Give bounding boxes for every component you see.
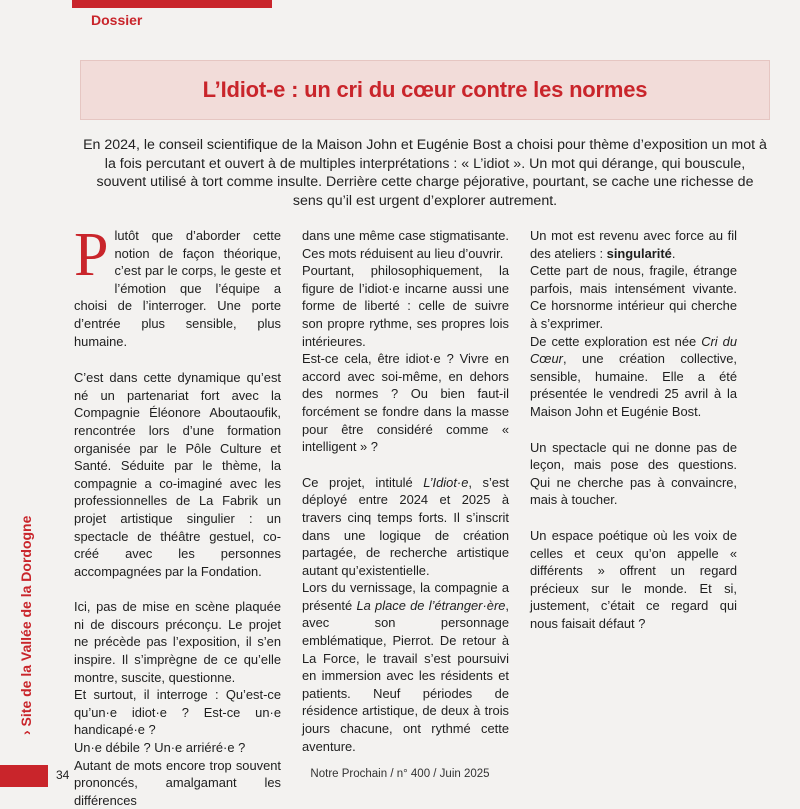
col2-p5-text-a: Lors du vernissage, la compagnie a présenté — [302, 580, 509, 613]
intro-paragraph: En 2024, le conseil scientifique de la Maison John et Eugénie Bost a choisi pour thème d’exposition un mot à la fois percutant et ouvert à de multiples interprétations : « L’idiot ». Un mot qui dérange, qui bouscule, souvent utilisé à tort comme insulte. Derrière cette charge péjorative, pourtant, se cache une richesse de sens qu’il est urgent d’explorer autrement. — [83, 137, 767, 209]
col1-paragraph-6: Autant de mots encore trop souvent prononcés, amalgamant les différences — [74, 757, 281, 808]
column-2 — [302, 227, 509, 755]
article-title: L’Idiot-e : un cri du cœur contre les normes — [202, 77, 648, 102]
col1-paragraph-2: C’est dans cette dynamique qu’est né un partenariat fort avec la Compagnie Éléonore Aboutaoufik, rencontrée lors d’une formation organisée par le Pôle Culture et Santé. Séduite par le thème, la compagnie a co-imaginé avec les professionnelles de La Fabrik un projet artistique singulier : un spectacle de théâtre gestuel, co-créé avec les personnes accompagnées par la Fondation. — [74, 370, 281, 579]
col2-paragraph-2: Pourtant, philosophiquement, la figure de l’idiot·e incarne aussi une forme de liberté : celle de suivre son propre rythme, ses propres lois intérieures. — [302, 263, 509, 349]
col1-paragraph-1-text: lutôt que d’aborder cette notion de façon théorique, c’est par le corps, le geste et l’émotion que l’équipe a choisi de l’interroger. Une porte d’entrée plus sensible, plus humaine. — [74, 228, 281, 349]
col3-p3-text-a: De cette exploration est née — [530, 333, 702, 349]
section-label: Dossier — [91, 12, 143, 28]
col1-paragraph-4: Et surtout, il interroge : Qu’est-ce qu’un·e idiot·e ? Est-ce un·e handicapé·e ? — [74, 687, 281, 738]
col2-p4-text-b: , s’est déployé entre 2024 et 2025 à travers cinq temps forts. Il s’inscrit dans une logique de création partagée, de recherche artistique autant qu’existentielle. — [302, 474, 510, 578]
col3-p1-text-b: . — [671, 245, 676, 261]
footer-publication: Notre Prochain / n° 400 / Juin 2025 — [310, 768, 490, 780]
col2-paragraph-1: dans une même case stigmatisante. Ces mots réduisent au lieu d’ouvrir. — [302, 228, 509, 261]
col3-p3-text-b: , une création collective, sensible, humaine. Elle a été présentée le vendredi 25 avril à la Maison John et Eugénie Bost. — [530, 351, 737, 419]
col3-paragraph-2: Cette part de nous, fragile, étrange parfois, mais intensément vivante. Ce horsnorme intérieur qui cherche à s’exprimer. — [530, 263, 737, 331]
col2-paragraph-3: Est-ce cela, être idiot·e ? Vivre en accord avec soi-même, en dehors des normes ? Ou bien faut-il forcément se fondre dans la masse pour être considéré comme « intelligent » ? — [302, 351, 509, 455]
col1-paragraph-1 — [74, 221, 281, 350]
col1-paragraph-3: Ici, pas de mise en scène plaquée ni de discours préconçu. Le projet ne précède pas l’exposition, il s’en inspire. Il s’imprègne de ce qu’elle montre, suscite, questionne. — [74, 599, 281, 685]
column-3 — [530, 227, 737, 632]
keyword-bold: singularité — [606, 245, 672, 261]
col2-paragraph-4 — [302, 474, 509, 580]
header-tab-bar — [72, 0, 272, 8]
col3-paragraph-5: Un espace poétique où les voix de celles et ceux qu’on appelle « différents » offrent un regard précieux sur le monde. Et si, justement, c’était ce regard qui nous faisait défaut ? — [530, 527, 737, 631]
col1-paragraph-5: Un·e débile ? Un·e arriéré·e ? — [74, 740, 246, 756]
column-1 — [74, 221, 281, 809]
col3-paragraph-4: Un spectacle qui ne donne pas de leçon, mais pose des questions. Qui ne cherche pas à convaincre, mais à toucher. — [530, 439, 737, 508]
col2-paragraph-5 — [302, 579, 509, 755]
page-number: 34 — [56, 768, 70, 782]
drop-cap: P — [74, 221, 109, 289]
play-title-italic: La place de l’étranger·ère — [356, 597, 506, 613]
creation-title-italic: Cri du Cœur — [530, 333, 737, 367]
col2-p5-text-b: , avec son personnage emblématique, Pierrot. De retour à La Force, le travail s’est poursuivi en immersion avec les résidents et patients. Neuf périodes de résidence artistique, de deux à trois jours chacune, ont rythmé cette aventure. — [302, 597, 509, 754]
sidebar-site-label: › Site de la Vallée de la Dordogne — [18, 515, 34, 735]
col2-p4-text-a: Ce projet, intitulé — [302, 474, 424, 490]
col3-paragraph-1 — [530, 227, 737, 262]
title-banner — [80, 60, 770, 120]
project-title-italic: L’Idiot·e — [423, 474, 469, 490]
col3-paragraph-3 — [530, 333, 737, 421]
col3-p1-text-a: Un mot est revenu avec force au fil des ateliers : — [530, 228, 737, 261]
